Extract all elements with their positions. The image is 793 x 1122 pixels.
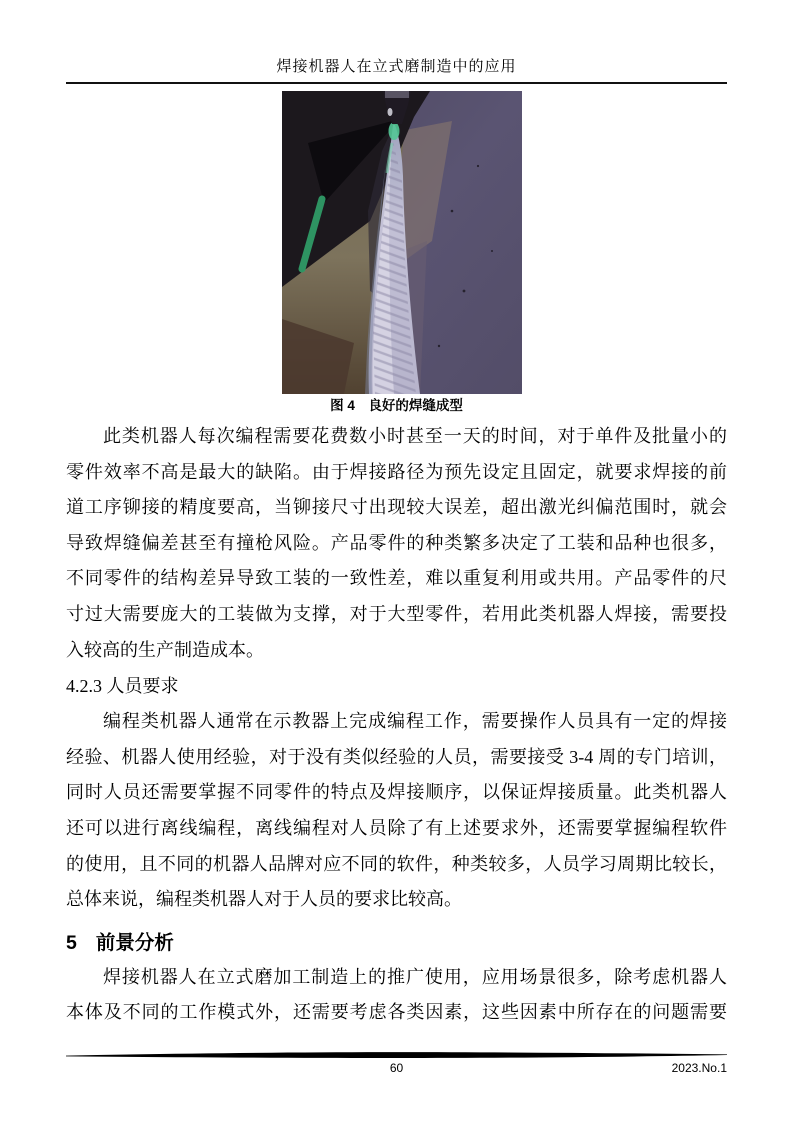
footer-row [66, 1061, 727, 1077]
paragraph-line: 的使用，且不同的机器人品牌对应不同的软件，种类较多，人员学习周期比较长， [66, 853, 727, 874]
figure-block [0, 91, 793, 414]
plate-speckle [462, 290, 465, 293]
paragraph-line: 零件效率不高是最大的缺陷。由于焊接路径为预先设定且固定，就要求焊接的前 [66, 461, 727, 482]
paragraph-line: 道工序铆接的精度要高，当铆接尺寸出现较大误差，超出激光纠偏范围时，就会 [66, 497, 727, 518]
figure-caption: 图 4 良好的焊缝成型 [330, 398, 463, 413]
section-heading-5 [66, 926, 727, 960]
page-header [66, 0, 727, 84]
section-title: 前景分析 [95, 931, 174, 954]
plate-speckle [476, 165, 478, 167]
issue-label: 2023.No.1 [671, 1061, 727, 1075]
paragraph-line: 导致焊缝偏差甚至有撞枪风险。产品零件的种类繁多决定了工装和品种也很多， [66, 532, 727, 553]
page-footer [66, 1051, 727, 1077]
page-number: 60 [389, 1061, 404, 1075]
section-number: 5 [66, 931, 77, 954]
paragraph-line: 寸过大需要庞大的工装做为支撑，对于大型零件，若用此类机器人焊接，需要投 [66, 603, 727, 624]
paragraph-line: 编程类机器人通常在示教器上完成编程工作，需要操作人员具有一定的焊接 [103, 711, 727, 732]
paragraph-line: 同时人员还需要掌握不同零件的特点及焊接顺序，以保证焊接质量。此类机器人 [66, 782, 727, 803]
subsection-heading-423: 4.2.3 人员要求 [66, 676, 179, 697]
paragraph-line: 焊接机器人在立式磨加工制造上的推广使用，应用场景很多，除考虑机器人 [103, 966, 727, 987]
running-head: 焊接机器人在立式磨制造中的应用 [276, 59, 517, 75]
nozzle-glint [387, 108, 392, 116]
paragraph-line: 经验、机器人使用经验，对于没有类似经验的人员，需要接受 3-4 周的专门培训， [66, 746, 727, 767]
plate-speckle [437, 345, 439, 347]
paragraph-line: 此类机器人每次编程需要花费数小时甚至一天的时间，对于单件及批量小的 [103, 426, 727, 446]
footer-rule [66, 1051, 727, 1059]
paragraph-line: 总体来说，编程类机器人对于人员的要求比较高。 [66, 889, 462, 910]
weld-seam-photo [282, 91, 522, 394]
arc-glow [388, 122, 399, 140]
paragraph-line: 还可以进行离线编程，离线编程对人员除了有上述要求外，还需要掌握编程软件 [66, 817, 727, 838]
paragraph-line: 本体及不同的工作模式外，还需要考虑各类因素，这些因素中所存在的问题需要 [66, 1002, 727, 1023]
paragraph-line: 不同零件的结构差异导致工装的一致性差，难以重复利用或共用。产品零件的尺 [66, 568, 727, 589]
nozzle-top [385, 91, 409, 98]
plate-speckle [450, 210, 453, 213]
article-body [66, 419, 727, 1031]
plate-speckle [491, 250, 493, 252]
paragraph-line: 入较高的生产制造成本。 [66, 639, 264, 660]
